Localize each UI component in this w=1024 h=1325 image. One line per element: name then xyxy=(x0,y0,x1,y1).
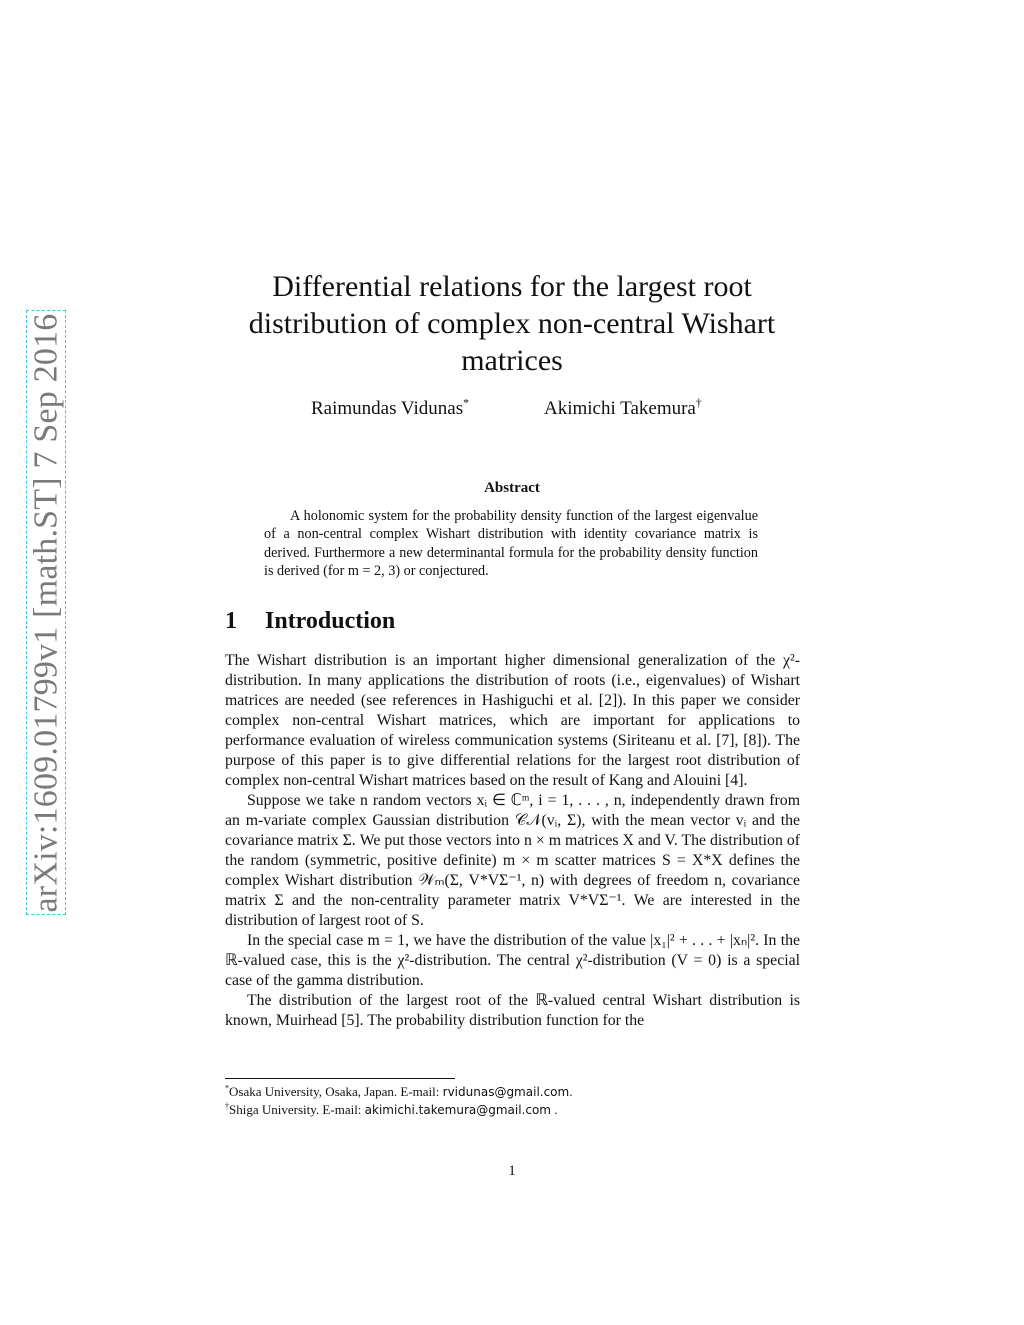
footnotes xyxy=(225,1083,800,1119)
section-number: 1 xyxy=(225,608,237,634)
author-footnote-mark[interactable]: † xyxy=(695,396,702,410)
author-takemura xyxy=(544,398,702,420)
email-link-takemura[interactable]: akimichi.takemura@gmail.com xyxy=(364,1103,551,1117)
paragraph: In the special case m = 1, we have the distribution of the value |x₁|² + . . . + |xₙ|². In the ℝ-valued case, this is the χ²-distribution. The central χ²-distribution (V = 0) is a special case of the gamma distribution. xyxy=(225,932,800,989)
author-name: Akimichi Takemura xyxy=(544,398,696,419)
section-heading xyxy=(225,608,395,635)
arxiv-identifier-stamp[interactable] xyxy=(26,310,66,915)
author-footnote-mark[interactable]: * xyxy=(463,396,469,410)
section-title: Introduction xyxy=(265,608,396,634)
body-text xyxy=(225,651,800,1031)
paper-title: Differential relations for the largest root distribution of complex non-central Wishart matrices xyxy=(248,270,776,377)
paragraph: The distribution of the largest root of the ℝ-valued central Wishart distribution is known, Muirhead [5]. The probability distribution function for the xyxy=(225,992,800,1029)
page-number: 1 xyxy=(508,1163,516,1179)
footnote-divider xyxy=(225,1078,455,1079)
paragraph: The Wishart distribution is an important higher dimensional generalization of the χ²-distribution. In many applications the distribution of roots (i.e., eigenvalues) of Wishart matrices are needed (see references in Hashiguchi et al. [2]). In this paper we consider complex non-central Wishart matrices, which are important for applications to performance evaluation of wireless communication systems (Siriteanu et al. [7], [8]). The purpose of this paper is to give differential relations for the largest root distribution of complex non-central Wishart matrices based on the result of Kang and Alouini [4]. xyxy=(225,652,800,789)
arxiv-identifier-text: arXiv:1609.01799v1 [math.ST] 7 Sep 2016 xyxy=(27,313,64,912)
email-link-vidunas[interactable]: rvidunas@gmail.com xyxy=(442,1085,570,1099)
abstract-heading: Abstract xyxy=(484,480,540,496)
author-vidunas xyxy=(311,398,469,420)
paragraph: Suppose we take n random vectors xᵢ ∈ ℂᵐ, i = 1, . . . , n, independently drawn from an m-variate complex Gaussian distribution 𝒞𝒩(vᵢ, Σ), with the mean vector vᵢ and the covariance matrix Σ. We put those vectors into n × m matrices X and V. The distribution of the random (symmetric, positive definite) m × m scatter matrices S = X*X defines the complex Wishart distribution 𝒲ₘ(Σ, V*VΣ⁻¹, n) with degrees of freedom n, covariance matrix Σ and the non-centrality parameter matrix V*VΣ⁻¹. We are interested in the distribution of largest root of S. xyxy=(225,792,800,929)
abstract-text: A holonomic system for the probability density function of the largest eigenvalue of a non-central complex Wishart distribution with identity covariance matrix is derived. Furthermore a new determinantal formula for the probability density function is derived (for m = 2, 3) or conjectured. xyxy=(264,508,758,579)
footnote-2: †Shiga University. E-mail: akimichi.takemura@gmail.com . xyxy=(225,1101,558,1117)
author-name: Raimundas Vidunas xyxy=(311,398,464,419)
footnote-1: *Osaka University, Osaka, Japan. E-mail: rvidunas@gmail.com. xyxy=(225,1083,573,1099)
